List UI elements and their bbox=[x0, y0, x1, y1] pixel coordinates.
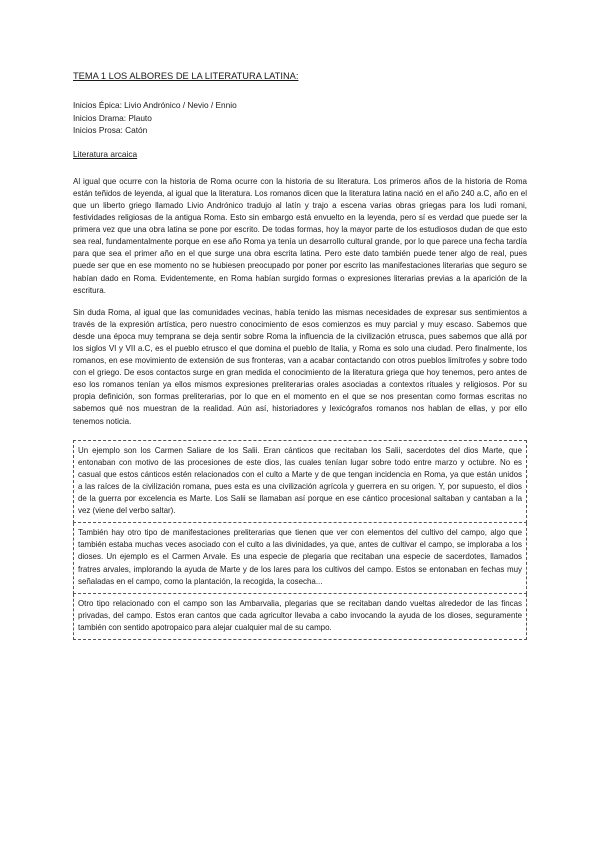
box-ambarvalia: Otro tipo relacionado con el campo son las Ambarvalia, plegarias que se recitaban dando vueltas alrededor de las fincas privadas, del campo. Estos eran cantos que cada agricultor llevaba a cabo invocando la ayuda de los dioses, seguramente también con sentido apotropaico para alejar cualquier mal de su campo. bbox=[73, 594, 527, 640]
box-carmen-arvale: También hay otro tipo de manifestaciones preliterarias que tienen que ver con elementos del cultivo del campo, algo que también estaba muchas veces asociado con el culto a las divinidades, ya que, antes de cultivar el campo, se imploraba a los dioses. Un ejemplo es el Carmen Arvale. Es una especie de plegaria que recitaban una especie de sacerdotes, llamados fratres arvales, implorando la ayuda de Marte y de los lares para los cultivos del campo. Estos se entonaban en fechas muy señaladas en el campo, como la plantación, la recogida, la cosecha... bbox=[73, 523, 527, 593]
origin-drama: Inicios Drama: Plauto bbox=[73, 112, 152, 123]
origins-list bbox=[73, 99, 527, 137]
box-carmen-saliare: Un ejemplo son los Carmen Saliare de los Salii. Eran cánticos que recitaban los Salii, sacerdotes del dios Marte, que entonaban con motivo de las procesiones de este dios, las cuales tenían lugar sobre todo entre marzo y octubre. No es casual que estos cánticos estén relacionados con el culto a Marte y de que tengan incidencia en Roma, ya que están unidos a las raíces de la civilización romana, pues esta es una civilización agrícola y guerrera en su origen. Y, por supuesto, el dios de la guerra por excelencia es Marte. Los Salii se llamaban así porque en ese cántico procesional saltaban y cantaban a la vez (viene del verbo saltar). bbox=[73, 440, 527, 524]
page-title: TEMA 1 LOS ALBORES DE LA LITERATURA LATINA: bbox=[73, 71, 299, 81]
paragraph-etruscan: Sin duda Roma, al igual que las comunidades vecinas, había tenido las mismas necesidades de expresar sus sentimientos a través de la expresión artística, pero nuestro conocimiento de esos comienzos es muy parcial y muy escaso. Sabemos que desde una época muy temprana se deja sentir sobre Roma la influencia de la civilización etrusca, pues sabemos que allá por los siglos VI y VII a.C, es el pueblo etrusco el que domina el pueblo de Italia, y Roma es solo una ciudad. Pero finalmente, los romanos, en ese movimiento de extensión de sus fronteras, van a acabar contactando con otros pueblos limítrofes y sobre todo con el griego. De esos contactos surge en gran medida el conocimiento de la literatura griega que hoy tenemos, pero antes de eso los romanos tenían ya ellos mismos expresiones preliterarias orales asociadas a contextos rituales y religiosos. Por su propia definición, son formas preliterarias, por lo que en el momento en el que se nos presentan como formas escritas no sabemos qué nos muestran de la realidad. Aún así, historiadores y lexicógrafos romanos nos hablan de ellas, y por ello tenemos noticia. bbox=[73, 307, 527, 426]
origin-epic: Inicios Épica: Livio Andrónico / Nevio / Ennio bbox=[73, 100, 237, 110]
origin-prose: Inicios Prosa: Catón bbox=[73, 125, 148, 136]
document-content bbox=[73, 70, 527, 640]
paragraph-intro: Al igual que ocurre con la historia de Roma ocurre con la historia de su literatura. Los primeros años de la historia de Roma están teñidos de leyenda, al igual que la literatura. Los romanos dicen que la literatura latina nació en el año 240 a.C, año en el que un liberto griego llamado Livio Andrónico tradujo al latín y trajo a escena varias obras griegas para los ludi romani, festividades religiosas de la antigua Roma. Esto sin embargo está envuelto en la leyenda, pero sí es verdad que puede ser la primera vez que una obra latina se pone por escrito. De todas formas, hoy la mayor parte de los estudiosos dudan de que esto sea real, fundamentalmente porque en ese año Roma ya tenía un desarrollo cultural grande, por lo que parece una fecha tardía para que sea el primer año en el que surge una obra escrita latina. Pero este dato también puede tener algo de real, pues puede ser que en ese momento no se hubiesen preocupado por poner por escrito las manifestaciones literarias que seguro se habían dado en Roma. Evidentemente, en Roma habían surgido formas o expresiones literarias previas a la aparición de la escritura. bbox=[73, 176, 527, 295]
example-boxes bbox=[73, 440, 527, 640]
section-heading: Literatura arcaica bbox=[73, 148, 138, 159]
